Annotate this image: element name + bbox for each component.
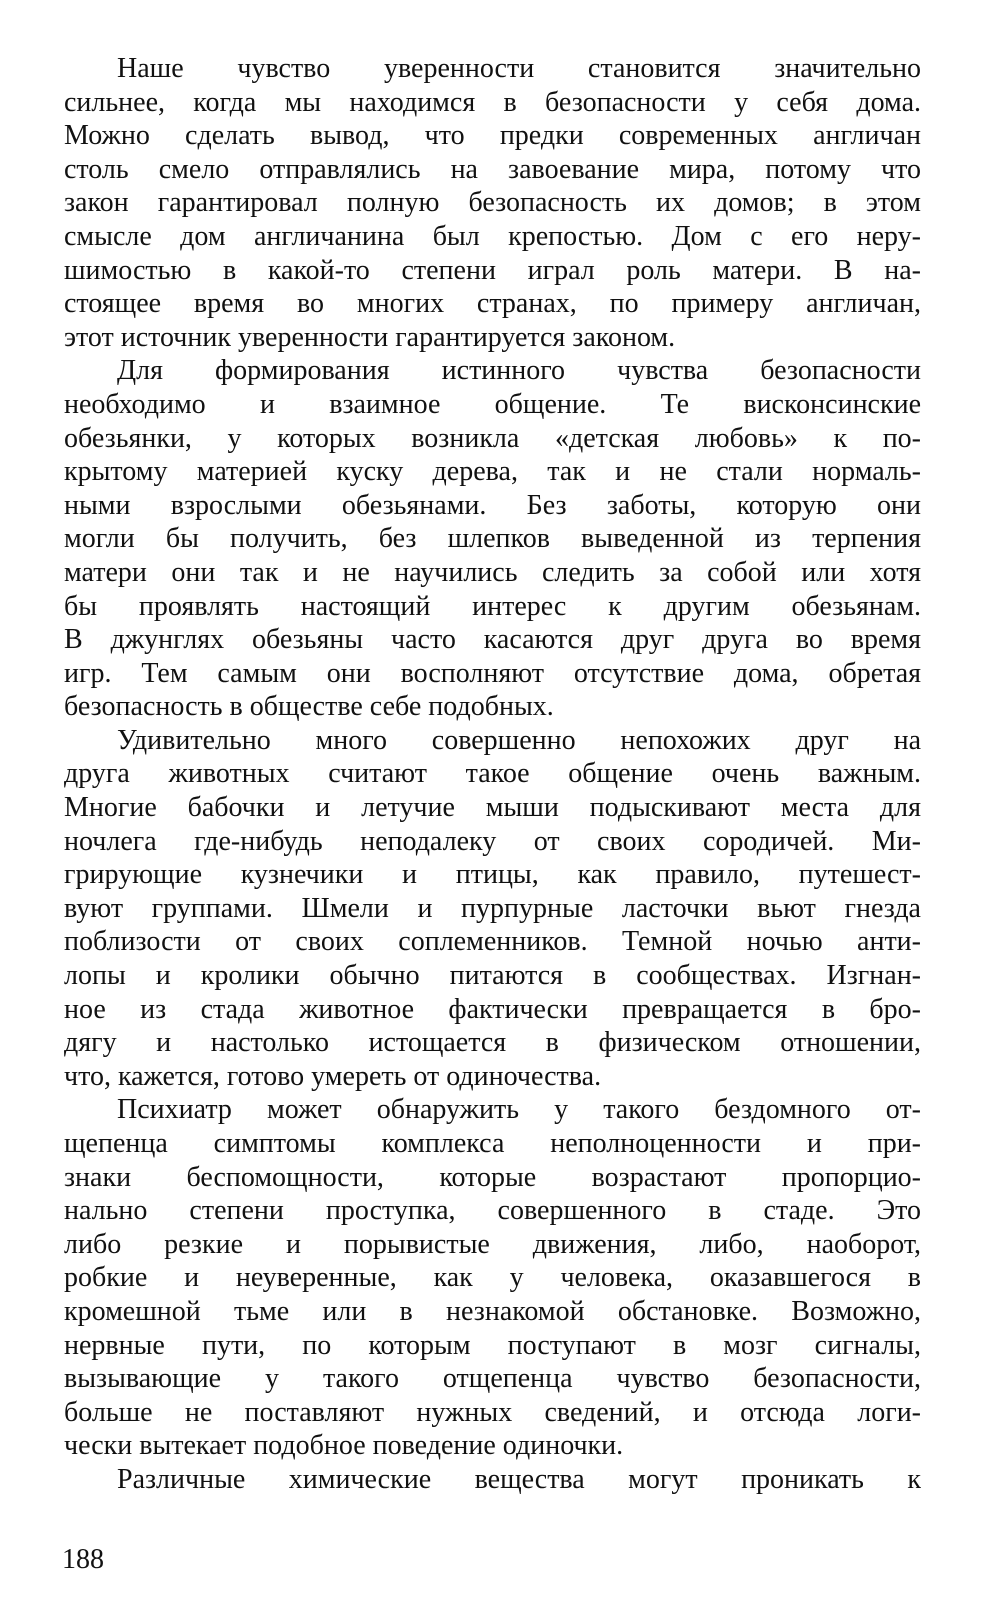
text-line: этот источник уверенности гарантируется законом. [64, 321, 676, 353]
text-line: Различные химические вещества могут проникать к [117, 1463, 921, 1495]
page-number: 188 [62, 1544, 104, 1575]
text-line: матери они так и не научились следить за собой или хотя [64, 556, 921, 588]
text-line: стоящее время во многих странах, по примеру англичан, [64, 288, 921, 320]
text-line: щепенца симптомы комплекса неполноценности и при- [64, 1128, 921, 1159]
text-line: обезьянки, у которых возникла «детская любовь» к по- [64, 422, 921, 454]
paragraph-5 [64, 1463, 921, 1497]
paragraph-3 [64, 724, 921, 1094]
text-line: поблизости от своих соплеменников. Темной ночью анти- [64, 926, 921, 958]
text-line: шимостью в какой-то степени играл роль матери. В на- [64, 254, 921, 286]
text-line: ное из стада животное фактически превращается в бро- [64, 993, 921, 1025]
text-line: ночлега где-нибудь неподалеку от своих сородичей. Ми- [64, 825, 921, 857]
page-body [64, 52, 921, 1532]
text-line: Наше чувство уверенности становится значительно [117, 53, 921, 84]
text-line: столь смело отправлялись на завоевание мира, потому что [64, 153, 921, 185]
text-line: В джунглях обезьяны часто касаются друг друга во время [64, 624, 921, 656]
text-line: закон гарантировал полную безопасность их домов; в этом [64, 187, 921, 219]
text-line: смысле дом англичанина был крепостью. Дом с его неру- [64, 220, 921, 252]
text-line: больше не поставляют нужных сведений, и отсюда логи- [64, 1396, 921, 1428]
text-line: ными взрослыми обезьянами. Без заботы, которую они [64, 489, 921, 521]
text-line: нально степени проступка, совершенного в стаде. Это [64, 1195, 921, 1227]
text-line: грирующие кузнечики и птицы, как правило, путешест- [64, 859, 921, 891]
text-line: вуют группами. Шмели и пурпурные ласточки вьют гнезда [64, 892, 921, 924]
text-line: либо резкие и порывистые движения, либо, наоборот, [64, 1228, 921, 1260]
paragraph-4 [64, 1093, 921, 1463]
text-line: Психиатр может обнаружить у такого бездомного от- [117, 1094, 921, 1126]
text-line: кромешной тьме или в незнакомой обстановке. Возможно, [64, 1295, 921, 1327]
text-line: робкие и неуверенные, как у человека, оказавшегося в [64, 1262, 921, 1294]
text-line: что, кажется, готово умереть от одиночества. [64, 1060, 602, 1092]
text-line: игр. Тем самым они восполняют отсутствие дома, обретая [64, 657, 921, 689]
text-line: Для формирования истинного чувства безопасности [117, 355, 921, 387]
text-line: крытому материей куску дерева, так и не стали нормаль- [64, 456, 921, 488]
text-line: друга животных считают такое общение очень важным. [64, 758, 921, 790]
text-line: дягу и настолько истощается в физическом отношении, [64, 1027, 921, 1059]
text-line: нервные пути, по которым поступают в мозг сигналы, [64, 1329, 921, 1361]
text-line: необходимо и взаимное общение. Те висконсинские [64, 388, 921, 420]
text-line: могли бы получить, без шлепков выведенной из терпения [64, 523, 921, 555]
text-line: Удивительно много совершенно непохожих друг на [117, 724, 921, 756]
text-line: Можно сделать вывод, что предки современных англичан [64, 120, 921, 152]
paragraph-1 [64, 52, 921, 354]
paragraph-2 [64, 354, 921, 724]
text-line: бы проявлять настоящий интерес к другим обезьянам. [64, 590, 921, 622]
text-line: лопы и кролики обычно питаются в сообществах. Изгнан- [64, 960, 921, 992]
text-line: Многие бабочки и летучие мыши подыскивают места для [64, 792, 921, 824]
text-line: безопасность в обществе себе подобных. [64, 691, 554, 723]
text-line: чески вытекает подобное поведение одиночки. [64, 1430, 624, 1462]
text-line: вызывающие у такого отщепенца чувство безопасности, [64, 1363, 921, 1395]
text-line: знаки беспомощности, которые возрастают пропорцио- [64, 1161, 921, 1193]
text-line: сильнее, когда мы находимся в безопасности у себя дома. [64, 86, 921, 118]
